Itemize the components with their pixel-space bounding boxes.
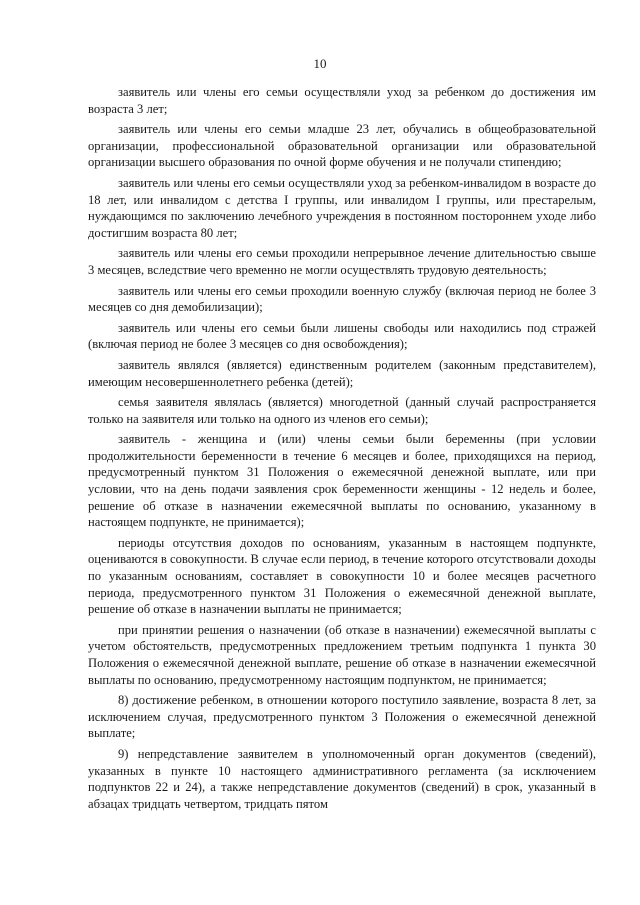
paragraph-6: заявитель или члены его семьи были лишены свободы или находились под стражей (включая период не более 3 месяцев со дня освобождения);	[88, 320, 596, 352]
paragraph-5: заявитель или члены его семьи проходили военную службу (включая период не более 3 месяцев со дня демобилизации);	[88, 283, 596, 315]
paragraph-1: заявитель или члены его семьи осуществляли уход за ребенком до достижения им возраста 3 лет;	[88, 85, 596, 116]
paragraph-2: заявитель или члены его семьи младше 23 лет, обучались в общеобразовательной организации, профессиональной образовательной организации или образовательной организации высшего образования по очной форме обучения и не получали стипендию;	[88, 122, 596, 170]
paragraph-12: 8) достижение ребенком, в отношении которого поступило заявление, возраста 8 лет, за исключением случая, предусмотренного пунктом 3 Положения о ежемесячной денежной выплате;	[88, 693, 596, 741]
page-number: 10	[313, 56, 327, 71]
paragraph-10: периоды отсутствия доходов по основаниям, указанным в настоящем подпункте, оцениваются в совокупности. В случае если период, в течение которого отсутствовали доходы по указанным основаниям, составляет в совокупности 10 и более месяцев расчетного периода, предусмотренного пунктом 31 Положения о ежемесячной денежной выплате, решение об отказе в назначении выплаты не принимается;	[88, 535, 596, 617]
paragraph-9: заявитель - женщина и (или) члены семьи были беременны (при условии продолжительности беременности в течение 6 месяцев и более, приходящихся на период, предусмотренный пунктом 31 Положения о ежемесячной денежной выплате, или при условии, что на день подачи заявления срок беременности женщины - 12 недель и более, решение об отказе в назначении ежемесячной выплаты по основанию, указанному в настоящем подпункте, не принимается);	[88, 432, 596, 530]
paragraph-3: заявитель или члены его семьи осуществляли уход за ребенком-инвалидом в возрасте до 18 лет, или инвалидом с детства I группы, или инвалидом I группы, или престарелым, нуждающимся по заключению лечебного учреждения в постоянном постороннем уходе либо достигшим возраста 80 лет;	[88, 175, 596, 240]
paragraph-7: заявитель являлся (является) единственным родителем (законным представителем), имеющим несовершеннолетнего ребенка (детей);	[88, 357, 596, 389]
paragraph-11: при принятии решения о назначении (об отказе в назначении) ежемесячной выплаты с учетом обстоятельств, предусмотренных предложением третьим подпункта 1 пункта 30 Положения о ежемесячной денежной выплате, решение об отказе в назначении ежемесячной выплаты по основанию, предусмотренному настоящим подпунктом, не принимается;	[88, 622, 596, 687]
paragraph-13: 9) непредставление заявителем в уполномоченный орган документов (сведений), указанных в пункте 10 настоящего административного регламента (за исключением подпунктов 22 и 24), а также непредставление документов (сведений) в срок, указанный в абзацах тридцать четвертом, тридцать пятом	[88, 746, 596, 811]
paragraph-4: заявитель или члены его семьи проходили непрерывное лечение длительностью свыше 3 месяцев, вследствие чего временно не могли осуществлять трудовую деятельность;	[88, 246, 596, 277]
body-text	[88, 84, 596, 812]
paragraph-8: семья заявителя являлась (является) многодетной (данный случай распространяется только на заявителя или только на одного из членов его семьи);	[88, 395, 596, 426]
